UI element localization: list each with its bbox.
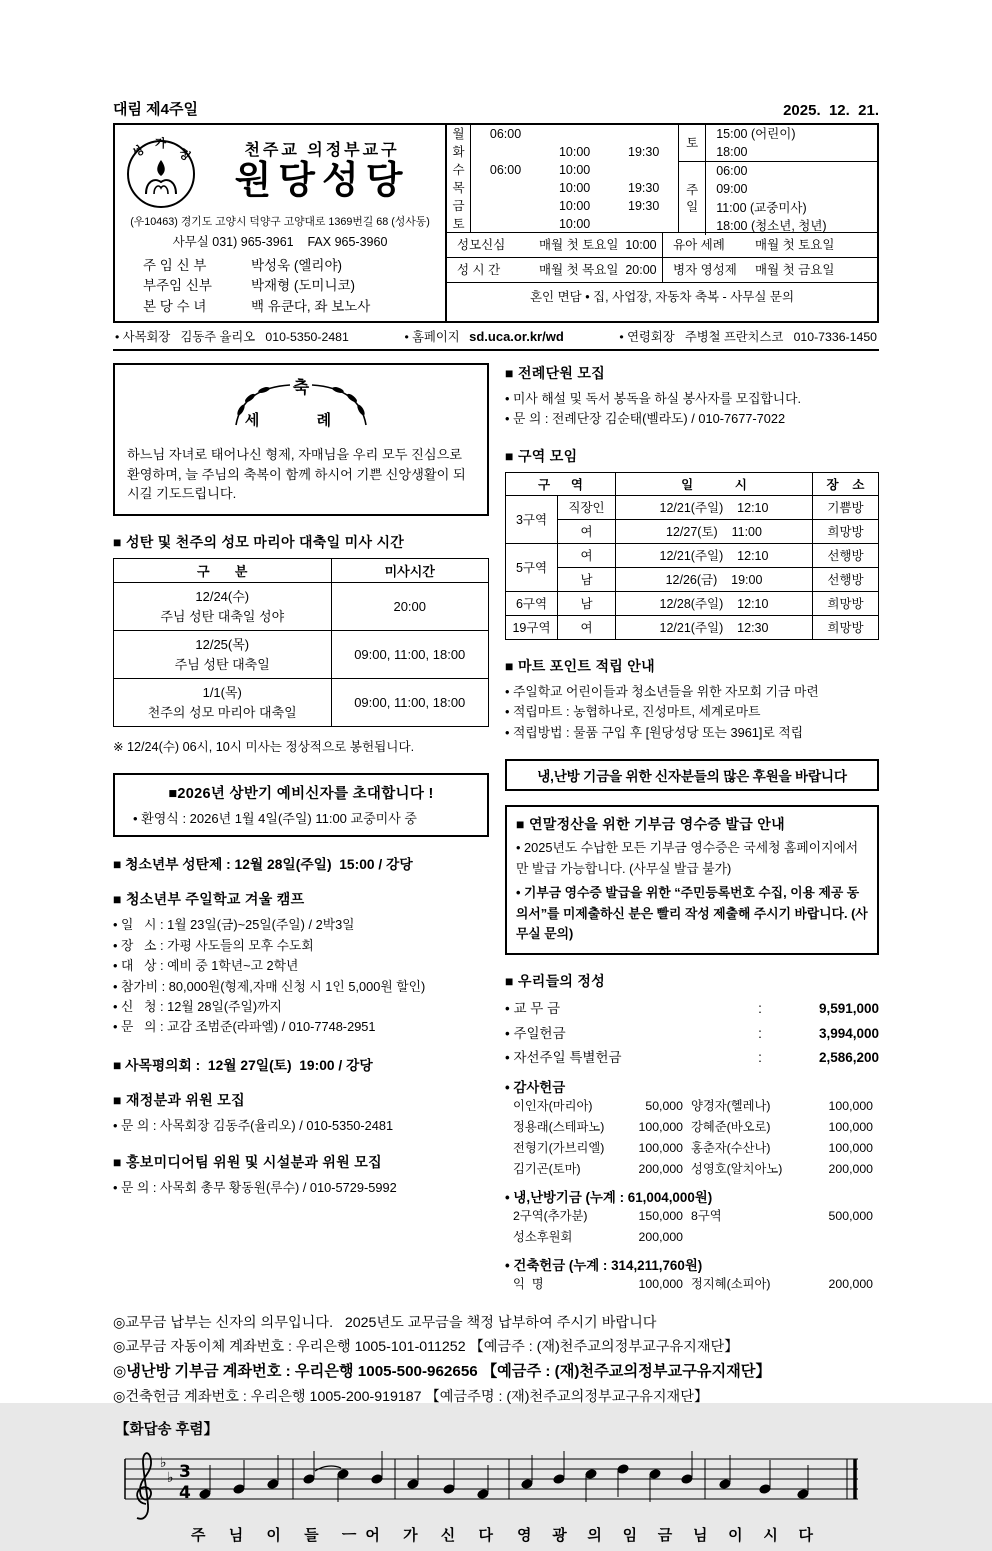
- mass-time: 19:30: [628, 145, 660, 159]
- devotion-cell: [447, 233, 662, 258]
- donor-row: [505, 1206, 879, 1227]
- church-info: [115, 125, 447, 321]
- feast-time: 09:00, 11:00, 18:00: [331, 679, 489, 727]
- christmas-mass-note: ※ 12/24(수) 06시, 10시 미사는 정상적으로 봉헌됩니다.: [113, 740, 415, 755]
- donor-name: 강혜준(바오로): [691, 1120, 771, 1135]
- clergy-role: 주 임 신 부: [143, 258, 207, 273]
- donor-amount: 100,000: [828, 1099, 873, 1114]
- offering-label: • 주일헌금: [505, 1025, 566, 1041]
- zone-group: 직장인: [558, 495, 616, 519]
- offering-colon: :: [758, 1050, 762, 1066]
- top-line: [113, 98, 879, 119]
- catechumen-title: ■2026년 상반기 예비신자를 초대합니다 !: [168, 786, 434, 803]
- mart-item: • 주일학교 어린이들과 청소년들을 위한 자모회 기금 마련: [505, 683, 819, 699]
- mass-time: 19:30: [628, 181, 660, 195]
- church-identity: [121, 130, 439, 210]
- zone-group: 남: [558, 567, 616, 591]
- donor-amount: 100,000: [828, 1141, 873, 1156]
- diocese-name: 천주교 의정부교구: [244, 141, 400, 159]
- devotion-value: 매월 첫 토요일: [755, 238, 835, 252]
- devotion-cell: [662, 258, 877, 282]
- mass-times-list: [706, 125, 877, 161]
- donor-amount: 200,000: [638, 1229, 683, 1244]
- clergy-role: 부주임 신부: [143, 278, 212, 294]
- mass-day: 토: [447, 215, 471, 233]
- mass-times: [447, 125, 877, 233]
- donor-name: 정지혜(소피아): [691, 1276, 771, 1291]
- zone-place: 희망방: [813, 591, 879, 615]
- donor-amount: [795, 1227, 873, 1248]
- two-column-body: [113, 363, 879, 1295]
- donor-amount: 100,000: [638, 1120, 683, 1135]
- zone-group: 여: [558, 543, 616, 567]
- finance-contact: • 문 의 : 사목회장 김동주(율리오) / 010-5350-2481: [113, 1117, 394, 1133]
- offering-label: • 교 무 금: [505, 1001, 561, 1017]
- mass-time: 06:00: [716, 164, 748, 179]
- donor-row: [505, 1159, 879, 1180]
- zone-when: 12/27(토) 11:00: [616, 519, 813, 543]
- clergy-row: [121, 256, 439, 276]
- donor-name: 8구역: [691, 1208, 722, 1223]
- zone-when: 12/21(주일) 12:30: [616, 615, 813, 639]
- treble-clef-icon: [137, 1453, 151, 1519]
- table-row: [506, 615, 879, 639]
- table-row: [114, 583, 489, 631]
- donor-name: 2구역(추가분): [513, 1208, 588, 1223]
- baptism-message: 하느님 자녀로 태어나신 형제, 자매님을 우리 모두 진심으로 환영하며, 늘 주님의 축복이 함께 하시어 기쁜 신앙생활이 되시길 기도드립니다.: [127, 446, 466, 502]
- mass-time: 10:00: [558, 199, 591, 213]
- flame-mark: [157, 160, 165, 176]
- offering-row: [505, 1046, 879, 1070]
- clergy-role: 본 당 수 녀: [143, 298, 207, 314]
- bulletin-content: [113, 98, 879, 1551]
- feast-name: 주님 성탄 대축일: [174, 656, 270, 672]
- feast-date: 12/25(목): [195, 637, 250, 653]
- homepage: [404, 327, 563, 345]
- donor-name: 홍춘자(수산나): [691, 1141, 771, 1156]
- mass-day: 목: [447, 179, 471, 197]
- feast-time: 09:00, 11:00, 18:00: [331, 631, 489, 679]
- mass-times-list: [706, 162, 877, 235]
- table-row: [506, 567, 879, 591]
- donor-row: [505, 1227, 879, 1248]
- mass-time: 11:00 (교중미사): [716, 200, 807, 215]
- donor-name: 성소후원회: [513, 1229, 573, 1244]
- mass-time: 18:00: [716, 145, 748, 160]
- devotion-value: 매월 첫 금요일: [755, 263, 835, 277]
- donor-amount: 500,000: [828, 1208, 873, 1223]
- holy-family-logo-icon: [121, 130, 201, 210]
- offering-colon: :: [758, 1001, 762, 1017]
- heating-fund-banner: 냉,난방 기금을 위한 신자분들의 많은 후원을 바랍니다: [505, 759, 879, 791]
- mass-day: 월: [447, 125, 471, 143]
- donor-row: [505, 1096, 879, 1117]
- baptism-congrats-box: [113, 363, 489, 516]
- donation-receipt-box: [505, 805, 879, 955]
- clergy-row: [121, 297, 439, 317]
- feast-time: 20:00: [331, 583, 489, 631]
- mass-day: 화: [447, 143, 471, 161]
- zone-name: 19구역: [506, 615, 558, 639]
- zone-group: 남: [558, 591, 616, 615]
- column-header: 구 분: [114, 559, 332, 583]
- laurel-icon: [206, 373, 396, 435]
- church-header: [113, 123, 879, 323]
- weekend-mass-table: [679, 125, 877, 232]
- logo-char-1: 성: [129, 142, 147, 161]
- donor-amount: 200,000: [828, 1162, 873, 1176]
- donor-name: 전형기(가브리엘): [513, 1141, 605, 1156]
- donor-name: 정용래(스테파노): [513, 1120, 605, 1135]
- feast-cell: [114, 583, 332, 631]
- senior-chair-contact: • 연령회장 주병철 프란치스코 010-7336-1450: [619, 329, 877, 344]
- offering-row: [505, 1022, 879, 1046]
- time-signature-top: 3: [179, 1462, 191, 1483]
- saturday-masses: [679, 125, 877, 162]
- flat-sign: ♭: [160, 1455, 167, 1472]
- receipt-paragraph: • 기부금 영수증 발급을 위한 “주민등록번호 수집, 이용 제공 동의서”를 미제출하신 분은 빨리 작성 제출해 주시기 바랍니다. (사무실 문의): [516, 885, 868, 941]
- mass-day: 금: [447, 197, 471, 215]
- staff-notation-icon: [113, 1441, 868, 1546]
- child-arc: [154, 186, 168, 194]
- lyrics-phrase-1: 주 님 이 들 ㅡ어 가 신 다: [191, 1526, 493, 1545]
- zone-meeting-table: [505, 472, 879, 640]
- liturgy-item: • 미사 해설 및 독서 봉독을 하실 봉사자를 모집합니다.: [505, 390, 802, 406]
- thanks-offering-title: • 감사헌금: [505, 1080, 566, 1096]
- column-header: 구 역: [506, 472, 616, 495]
- zone-when: 12/28(주일) 12:10: [616, 591, 813, 615]
- zone-when: 12/21(주일) 12:10: [616, 495, 813, 519]
- feast-cell: [114, 679, 332, 727]
- donor-row: [505, 1274, 879, 1295]
- section-title-winter-camp: ■ 청소년부 주일학교 겨울 캠프: [113, 891, 305, 908]
- mass-day: 수: [447, 161, 471, 179]
- pastoral-chair-contact: • 사목회장 김동주 율리오 010-5350-2481: [115, 329, 349, 344]
- section-title-offerings: ■ 우리들의 정성: [505, 973, 606, 990]
- logo-char-3: 정: [175, 145, 194, 164]
- camp-item: • 참가비 : 80,000원(형제,자매 신청 시 1인 5,000원 할인): [113, 978, 426, 994]
- mart-item: • 적립마트 : 농협하나로, 진성마트, 세계로마트: [505, 704, 761, 720]
- mass-time: 09:00: [716, 182, 748, 197]
- camp-item: • 문 의 : 교감 조범준(라파엘) / 010-7748-2951: [113, 1019, 376, 1035]
- table-row: [506, 495, 879, 519]
- responsorial-refrain-title: 【화답송 후렴】: [115, 1422, 219, 1439]
- zone-when: 12/21(주일) 12:10: [616, 543, 813, 567]
- christmas-mass-table: [113, 558, 489, 727]
- church-name-block: [205, 137, 439, 204]
- donor-amount: 200,000: [638, 1162, 683, 1176]
- section-title-zone-meeting: ■ 구역 모임: [505, 447, 578, 464]
- notice-line: ◎교무금 납부는 신자의 의무입니다. 2025년도 교무금을 책정 납부하여 주시기 바랍니다: [113, 1314, 657, 1331]
- section-title-mart-points: ■ 마트 포인트 적립 안내: [505, 657, 655, 674]
- mass-day: 토: [679, 125, 706, 161]
- column-header: 일 시: [616, 472, 813, 495]
- table-row: [114, 631, 489, 679]
- mart-item: • 적립방법 : 물품 구입 후 [원당성당 또는 3961]로 적립: [505, 724, 804, 740]
- notice-line: ◎냉난방 기부금 계좌번호 : 우리은행 1005-500-962656 【예금주 : (재)천주교의정부교구유지재단】: [113, 1363, 771, 1381]
- devotion-value: 매월 첫 토요일 10:00: [539, 238, 657, 252]
- offering-colon: :: [758, 1025, 762, 1041]
- left-column: [113, 363, 489, 1295]
- feast-cell: [114, 631, 332, 679]
- issue-date: 2025. 12. 21.: [783, 102, 879, 119]
- feast-name: 천주의 성모 마리아 대축일: [147, 704, 297, 720]
- devotion-value: 매월 첫 목요일 20:00: [539, 263, 657, 277]
- contact-line: [113, 323, 879, 351]
- table-row: [506, 543, 879, 567]
- camp-item: • 장 소 : 가평 사도들의 모후 수도회: [113, 937, 314, 953]
- church-phone: 사무실 031) 965-3961 FAX 965-3960: [172, 235, 388, 249]
- catechumen-invite-box: [113, 773, 489, 837]
- donor-amount: 50,000: [645, 1099, 683, 1114]
- section-title-media-committee: ■ 홍보미디어팀 위원 및 시설분과 위원 모집: [113, 1154, 382, 1171]
- offering-row: [505, 997, 879, 1021]
- clergy-row: [121, 276, 439, 296]
- clergy-name: 박성욱 (엘리야): [251, 258, 342, 273]
- column-header: 미사시간: [331, 559, 489, 583]
- devotion-label: 성 시 간: [457, 263, 501, 277]
- church-name: 원당성당: [234, 159, 410, 202]
- offering-amount: 9,591,000: [818, 1001, 879, 1017]
- section-title-liturgy-recruit: ■ 전례단원 모집: [505, 364, 606, 381]
- devotion-label: 유아 세례: [673, 238, 725, 252]
- zone-name: 5구역: [506, 543, 558, 591]
- heating-fund-title: • 냉,난방기금 (누계 : 61,004,000원): [505, 1189, 713, 1205]
- donor-amount: 100,000: [638, 1141, 683, 1156]
- zone-group: 여: [558, 615, 616, 639]
- zone-place: 희망방: [813, 519, 879, 543]
- mass-time: 10:00: [558, 217, 591, 231]
- youth-festival-line: ■ 청소년부 성탄제 : 12월 28일(주일) 15:00 / 강당: [113, 857, 413, 873]
- donor-name: 양경자(헬레나): [691, 1099, 771, 1114]
- section-title-finance-committee: ■ 재정분과 위원 모집: [113, 1091, 245, 1108]
- baptism-word: 세 례: [244, 410, 358, 429]
- zone-place: 선행방: [813, 543, 879, 567]
- mass-time: 10:00: [558, 163, 591, 177]
- devotion-cell: [662, 233, 877, 258]
- table-row: [506, 591, 879, 615]
- camp-item: • 신 청 : 12월 28일(주일)까지: [113, 999, 282, 1015]
- devotions-table: [447, 233, 877, 283]
- mass-time: 10:00: [558, 145, 591, 159]
- time-signature-bottom: 4: [179, 1483, 191, 1504]
- media-contact: • 문 의 : 사목회 총무 황동원(루수) / 010-5729-5992: [113, 1180, 397, 1196]
- congrats-char: 축: [292, 377, 310, 398]
- notice-line: ◎교무금 자동이체 계좌번호 : 우리은행 1005-101-011252 【예금주 : (재)천주교의정부교구유지재단】: [113, 1338, 739, 1355]
- offering-amount: 3,994,000: [818, 1025, 879, 1041]
- zone-group: 여: [558, 519, 616, 543]
- mass-time: 19:30: [628, 199, 660, 213]
- donor-row: [505, 1117, 879, 1138]
- devotion-label: 병자 영성제: [673, 263, 737, 277]
- table-row: [114, 679, 489, 727]
- devotion-label: 성모신심: [457, 238, 506, 252]
- zone-place: 기쁨방: [813, 495, 879, 519]
- mass-day: 주일: [679, 162, 706, 235]
- receipt-paragraph: • 2025년도 수납한 모든 기부금 영수증은 국세청 홈페이지에서만 발급 가능합니다. (사무실 발급 불가): [516, 840, 859, 876]
- donor-amount: 100,000: [638, 1276, 683, 1291]
- donor-amount: 200,000: [828, 1276, 873, 1291]
- offering-label: • 자선주일 특별헌금: [505, 1050, 622, 1066]
- offering-amount: 2,586,200: [818, 1050, 879, 1066]
- feast-date: 12/24(수): [195, 589, 250, 605]
- zone-place: 희망방: [813, 615, 879, 639]
- feast-date: 1/1(목): [202, 685, 242, 701]
- music-staff: [113, 1441, 879, 1551]
- mass-time: 10:00: [558, 181, 591, 195]
- catechumen-welcome: • 환영식 : 2026년 1월 4일(주일) 11:00 교중미사 중: [133, 811, 417, 827]
- homepage-url[interactable]: sd.uca.or.kr/wd: [469, 328, 564, 344]
- zone-name: 6구역: [506, 591, 558, 615]
- feast-name: 주님 성탄 대축일 성야: [160, 608, 285, 624]
- table-row: [506, 519, 879, 543]
- mass-time: 15:00 (어린이): [716, 127, 796, 141]
- sunday-masses: [679, 162, 877, 235]
- column-header: 장 소: [813, 472, 879, 495]
- mass-schedule: [447, 125, 877, 321]
- liturgy-item: • 문 의 : 전례단장 김순태(벨라도) / 010-7677-7022: [505, 411, 786, 427]
- receipt-title: ■ 연말정산을 위한 기부금 영수증 발급 안내: [516, 816, 785, 833]
- donor-amount: 100,000: [828, 1120, 873, 1135]
- donor-amount: 150,000: [638, 1208, 683, 1223]
- mass-time: 06:00: [489, 127, 522, 141]
- clergy-name: 박재형 (도미니코): [251, 278, 356, 294]
- footer-notices: [113, 1313, 879, 1551]
- notice-line: ◎건축헌금 계좌번호 : 우리은행 1005-200-919187 【예금주명 : (재)천주교의정부교구유지재단】: [113, 1388, 709, 1405]
- donor-name: 이인자(마리아): [513, 1099, 593, 1114]
- logo-char-2: 가: [155, 136, 167, 150]
- donor-name: 성영호(알치아노): [691, 1162, 783, 1176]
- season-title: 대림 제4주일: [113, 101, 198, 118]
- lyrics-phrase-2: 영 광 의 임 금 님 이 시 다: [517, 1526, 813, 1545]
- zone-place: 선행방: [813, 567, 879, 591]
- donor-row: [505, 1138, 879, 1159]
- mass-time: 18:00 (청소년, 청년): [716, 218, 827, 233]
- donor-name: 익 명: [513, 1276, 544, 1291]
- homepage-label: • 홈페이지: [404, 329, 460, 344]
- right-column: [505, 363, 879, 1295]
- zone-when: 12/26(금) 19:00: [616, 567, 813, 591]
- zone-name: 3구역: [506, 495, 558, 543]
- church-address: (우10463) 경기도 고양시 덕양구 고양대로 1369번길 68 (성사동): [130, 216, 430, 228]
- devotion-cell: [447, 258, 662, 282]
- building-fund-title: • 건축헌금 (누계 : 314,211,760원): [505, 1257, 703, 1273]
- camp-item: • 대 상 : 예비 중 1학년~고 2학년: [113, 958, 299, 974]
- section-title-christmas-mass: ■ 성탄 및 천주의 성모 마리아 대축일 미사 시간: [113, 534, 405, 551]
- weekday-mass-table: [447, 125, 679, 232]
- blessing-note: 혼인 면담 • 집, 사업장, 자동차 축복 - 사무실 문의: [529, 290, 795, 304]
- mass-time: 06:00: [489, 163, 522, 177]
- flat-sign: ♭: [167, 1470, 174, 1487]
- pastoral-council-line: ■ 사목평의회 : 12월 27일(토) 19:00 / 강당: [113, 1057, 373, 1073]
- clergy-name: 백 유쿤다, 좌 보노사: [251, 298, 371, 314]
- donor-name: 김기곤(토마): [513, 1162, 581, 1176]
- camp-item: • 일 시 : 1월 23일(금)~25일(주일) / 2박3일: [113, 917, 355, 933]
- donor-name: [683, 1227, 795, 1248]
